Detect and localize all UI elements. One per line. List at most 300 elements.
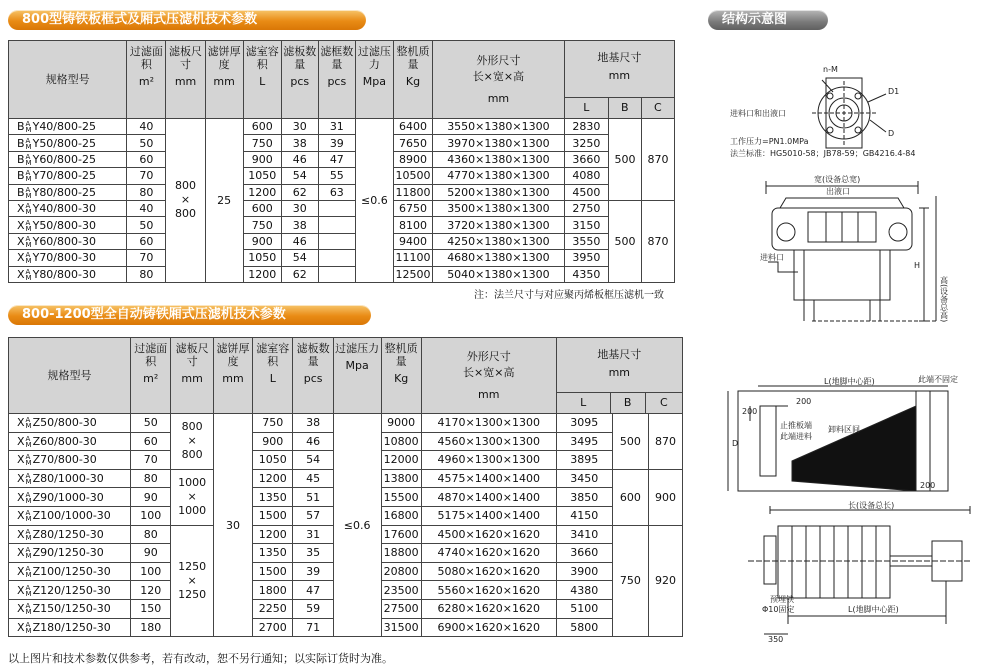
footer-disclaimer: 以上图片和技术参数仅供参考，若有改动，恕不另行通知；以实际订货时为准。 xyxy=(8,652,393,665)
plates-cell: 35 xyxy=(293,544,333,563)
weight-cell: 12500 xyxy=(393,266,432,282)
label-350: 350 xyxy=(768,635,784,644)
dims-cell: 6280×1620×1620 xyxy=(421,599,556,618)
dims-cell: 4740×1620×1620 xyxy=(421,544,556,563)
model-am-mark: A M xyxy=(25,620,32,635)
weight-cell: 17600 xyxy=(381,525,421,544)
dims-cell: 5200×1380×1300 xyxy=(433,184,565,200)
dims-cell: 4770×1380×1300 xyxy=(433,168,565,184)
model-am-mark: A M xyxy=(25,453,32,468)
cake-cell: 25 xyxy=(205,119,243,283)
model-cell xyxy=(9,581,131,600)
dims-cell: 4500×1620×1620 xyxy=(421,525,556,544)
plates-cell: 59 xyxy=(293,599,333,618)
area-cell: 100 xyxy=(131,562,171,581)
label-total-width: 宽(设备总宽) xyxy=(814,175,861,184)
weight-cell: 13800 xyxy=(381,469,421,488)
volume-cell: 750 xyxy=(243,217,281,233)
table-row xyxy=(9,414,683,433)
model-cell xyxy=(9,525,131,544)
dims-cell: 3500×1380×1300 xyxy=(433,200,565,216)
dims-cell: 3720×1380×1300 xyxy=(433,217,565,233)
dims-cell: 5560×1620×1620 xyxy=(421,581,556,600)
frames-cell: 39 xyxy=(318,135,355,151)
model-code: Z80/1250-30 xyxy=(32,527,104,541)
base-l-cell: 3095 xyxy=(556,414,612,433)
label-l-center-b: L(地脚中心距) xyxy=(848,605,899,614)
model-am-mark: A M xyxy=(25,472,32,487)
area-cell: 90 xyxy=(131,488,171,507)
plate-size-cell-part: × xyxy=(180,193,191,207)
model-am-mark: A M xyxy=(25,416,32,431)
plate-size-cell-part: 800 xyxy=(175,179,197,193)
volume-cell: 1200 xyxy=(253,469,293,488)
model-code: Z60/800-30 xyxy=(32,434,97,448)
model-code: Y40/800-30 xyxy=(32,202,96,216)
dims-cell: 4680×1380×1300 xyxy=(433,250,565,266)
label-inlet-outlet: 进料口和出液口 xyxy=(730,109,786,118)
area-cell: 60 xyxy=(127,151,166,167)
label-d-dim: D xyxy=(732,439,739,448)
press-top-view xyxy=(748,506,970,634)
model-cell xyxy=(9,562,131,581)
model-prefix: X xyxy=(17,416,25,430)
header-volume: 滤室容积 L xyxy=(243,41,281,119)
area-cell: 120 xyxy=(131,581,171,600)
dims-cell: 6900×1620×1620 xyxy=(421,618,556,637)
label-standard: 法兰标准：HG5010-58；JB78-59；GB4216.4-84 xyxy=(730,149,916,158)
model-code: Z90/1250-30 xyxy=(32,546,104,560)
base-l-cell: 2830 xyxy=(564,119,608,135)
base-l-cell: 3250 xyxy=(564,135,608,151)
spec-table-auto-body xyxy=(9,414,683,637)
model-prefix: B xyxy=(17,120,25,134)
frames-cell xyxy=(318,217,355,233)
volume-cell: 1200 xyxy=(253,525,293,544)
model-code: Z70/800-30 xyxy=(32,453,97,467)
weight-cell: 18800 xyxy=(381,544,421,563)
base-c-cell: 870 xyxy=(648,414,682,470)
weight-cell: 11100 xyxy=(393,250,432,266)
volume-cell: 750 xyxy=(253,414,293,433)
plate-size-cell-part: 800 xyxy=(175,207,197,221)
model-prefix: X xyxy=(17,509,25,523)
label-fixing: Φ10固定 xyxy=(762,605,795,614)
plate-size-cell-part: 1000 xyxy=(178,476,207,490)
area-cell: 70 xyxy=(127,168,166,184)
label-total-length: 长(设备总长) xyxy=(848,501,895,510)
plate-size-cell xyxy=(171,525,213,637)
model-code: Z150/1250-30 xyxy=(32,602,111,616)
volume-cell: 600 xyxy=(243,119,281,135)
plates-cell: 38 xyxy=(293,414,333,433)
frames-cell xyxy=(318,200,355,216)
model-code: Z80/1000-30 xyxy=(32,472,104,486)
area-cell: 70 xyxy=(127,250,166,266)
frames-cell xyxy=(318,250,355,266)
volume-cell: 1500 xyxy=(253,562,293,581)
weight-cell: 11800 xyxy=(393,184,432,200)
table-row xyxy=(9,119,675,135)
weight-cell: 15500 xyxy=(381,488,421,507)
header-model: 规格型号 xyxy=(9,338,131,414)
base-l-cell: 4350 xyxy=(564,266,608,282)
model-am-mark: A M xyxy=(25,527,32,542)
table-row xyxy=(9,250,675,266)
dim-d: D xyxy=(888,129,895,138)
header-volume: 滤室容积 L xyxy=(253,338,293,414)
model-am-mark: A M xyxy=(25,434,32,449)
plate-size-cell xyxy=(171,414,213,470)
plate-size-cell-part: × xyxy=(187,573,197,587)
base-l-cell: 3150 xyxy=(564,217,608,233)
base-c-cell: 870 xyxy=(641,200,674,282)
plates-cell: 62 xyxy=(281,184,318,200)
model-cell xyxy=(9,184,127,200)
plate-size-cell-part: 1250 xyxy=(178,559,207,573)
dims-cell: 4560×1300×1300 xyxy=(421,432,556,451)
weight-cell: 9000 xyxy=(381,414,421,433)
model-am-mark: A M xyxy=(25,136,32,151)
model-am-mark: A M xyxy=(25,583,32,598)
plates-cell: 46 xyxy=(281,233,318,249)
model-am-mark: A M xyxy=(25,565,32,580)
base-l-cell: 5800 xyxy=(556,618,612,637)
label-200-left: 200 xyxy=(742,407,758,416)
area-cell: 60 xyxy=(131,432,171,451)
base-l-cell: 2750 xyxy=(564,200,608,216)
dims-cell: 5040×1380×1300 xyxy=(433,266,565,282)
plate-size-cell-part: × xyxy=(187,434,197,448)
frames-cell xyxy=(318,266,355,282)
area-cell: 60 xyxy=(127,233,166,249)
model-code: Z180/1250-30 xyxy=(32,620,111,634)
header-cake: 滤饼厚度 mm xyxy=(205,41,243,119)
model-prefix: B xyxy=(17,185,25,199)
area-cell: 100 xyxy=(131,506,171,525)
model-am-mark: A M xyxy=(25,490,32,505)
frames-cell: 63 xyxy=(318,184,355,200)
model-cell xyxy=(9,200,127,216)
volume-cell: 2250 xyxy=(253,599,293,618)
table1-note: 注：法兰尺寸与对应聚丙烯板框压滤机一致 xyxy=(474,290,664,301)
model-cell xyxy=(9,414,131,433)
base-b-cell: 500 xyxy=(609,200,642,282)
base-c-cell: 900 xyxy=(648,469,682,525)
area-cell: 40 xyxy=(127,200,166,216)
base-l-cell: 4380 xyxy=(556,581,612,600)
label-h: H xyxy=(914,261,921,270)
model-code: Z100/1000-30 xyxy=(32,509,111,523)
pressure-cell: ≤0.6 xyxy=(355,119,393,283)
area-cell: 80 xyxy=(127,266,166,282)
volume-cell: 1350 xyxy=(253,488,293,507)
plate-size-cell-part: 1000 xyxy=(178,504,207,518)
header-weight: 整机质量 Kg xyxy=(393,41,432,119)
model-am-mark: A M xyxy=(25,120,32,135)
structure-diagram xyxy=(708,36,998,666)
dims-cell: 3970×1380×1300 xyxy=(433,135,565,151)
weight-cell: 12000 xyxy=(381,451,421,470)
base-l-cell: 3660 xyxy=(556,544,612,563)
plate-size-cell-part: 800 xyxy=(181,448,203,462)
area-cell: 50 xyxy=(127,135,166,151)
weight-cell: 8900 xyxy=(393,151,432,167)
table-row xyxy=(9,151,675,167)
model-am-mark: A M xyxy=(25,251,32,266)
dims-cell: 4360×1380×1300 xyxy=(433,151,565,167)
weight-cell: 20800 xyxy=(381,562,421,581)
base-l-cell: 3550 xyxy=(564,233,608,249)
volume-cell: 1200 xyxy=(243,184,281,200)
volume-cell: 2700 xyxy=(253,618,293,637)
volume-cell: 1200 xyxy=(243,266,281,282)
volume-cell: 1050 xyxy=(243,168,281,184)
base-l-cell: 3495 xyxy=(556,432,612,451)
model-cell xyxy=(9,488,131,507)
base-l-cell: 4080 xyxy=(564,168,608,184)
volume-cell: 900 xyxy=(243,151,281,167)
model-cell xyxy=(9,135,127,151)
plates-cell: 47 xyxy=(293,581,333,600)
dims-cell: 4960×1300×1300 xyxy=(421,451,556,470)
weight-cell: 6750 xyxy=(393,200,432,216)
model-code: Y80/800-30 xyxy=(32,267,96,281)
weight-cell: 8100 xyxy=(393,217,432,233)
model-prefix: X xyxy=(17,546,25,560)
weight-cell: 10800 xyxy=(381,432,421,451)
plates-cell: 31 xyxy=(293,525,333,544)
plates-cell: 54 xyxy=(281,168,318,184)
model-prefix: X xyxy=(17,620,25,634)
model-am-mark: A M xyxy=(25,169,32,184)
header-plates: 滤板数量 pcs xyxy=(281,41,318,119)
plate-size-cell-part: 800 xyxy=(181,420,203,434)
plates-cell: 39 xyxy=(293,562,333,581)
model-cell xyxy=(9,451,131,470)
model-code: Y50/800-25 xyxy=(32,136,96,150)
model-code: Y40/800-25 xyxy=(32,120,96,134)
label-pressure: 工作压力=PN1.0MPa xyxy=(730,137,809,146)
weight-cell: 6400 xyxy=(393,119,432,135)
model-prefix: X xyxy=(17,267,25,281)
plates-cell: 46 xyxy=(293,432,333,451)
volume-cell: 900 xyxy=(253,432,293,451)
cake-cell: 30 xyxy=(213,414,252,637)
model-cell xyxy=(9,432,131,451)
label-200-right: 200 xyxy=(920,481,936,490)
plate-size-cell xyxy=(166,119,205,283)
flange-drawing xyxy=(812,78,886,148)
frames-cell: 31 xyxy=(318,119,355,135)
header-dims: 外形尺寸 长×宽×高 mm xyxy=(433,41,565,119)
diagram-title: 结构示意图 xyxy=(708,10,828,30)
dims-cell: 4250×1380×1300 xyxy=(433,233,565,249)
model-prefix: X xyxy=(17,602,25,616)
base-l-cell: 5100 xyxy=(556,599,612,618)
area-cell: 50 xyxy=(127,217,166,233)
base-l-cell: 4150 xyxy=(556,506,612,525)
area-cell: 150 xyxy=(131,599,171,618)
table-row xyxy=(9,168,675,184)
plates-cell: 30 xyxy=(281,200,318,216)
label-inlet-end: 此端进料 xyxy=(780,432,812,441)
model-code: Z90/1000-30 xyxy=(32,490,104,504)
dims-cell: 5080×1620×1620 xyxy=(421,562,556,581)
frames-cell: 47 xyxy=(318,151,355,167)
header-model: 规格型号 xyxy=(9,41,127,119)
base-l-cell: 3950 xyxy=(564,250,608,266)
plates-cell: 62 xyxy=(281,266,318,282)
plate-size-cell xyxy=(171,469,213,525)
base-b-cell: 500 xyxy=(609,119,642,201)
weight-cell: 27500 xyxy=(381,599,421,618)
header-base: 地基尺寸 mm L B C xyxy=(564,41,674,119)
table-row xyxy=(9,135,675,151)
weight-cell: 31500 xyxy=(381,618,421,637)
table1-title: 800型铸铁板框式及厢式压滤机技术参数 xyxy=(8,10,366,30)
model-cell xyxy=(9,151,127,167)
model-am-mark: A M xyxy=(25,202,32,217)
header-pressure: 过滤压力 Mpa xyxy=(333,338,381,414)
model-prefix: X xyxy=(17,453,25,467)
header-cake: 滤饼厚度 mm xyxy=(213,338,252,414)
model-cell xyxy=(9,506,131,525)
weight-cell: 23500 xyxy=(381,581,421,600)
table-row xyxy=(9,217,675,233)
model-code: Y70/800-30 xyxy=(32,251,96,265)
base-b-cell: 500 xyxy=(612,414,648,470)
weight-cell: 7650 xyxy=(393,135,432,151)
plates-cell: 46 xyxy=(281,151,318,167)
weight-cell: 16800 xyxy=(381,506,421,525)
header-plate-size: 滤板尺寸 mm xyxy=(171,338,213,414)
plate-size-cell-part: 1250 xyxy=(178,587,207,601)
header-plates: 滤板数量 pcs xyxy=(293,338,333,414)
volume-cell: 1350 xyxy=(253,544,293,563)
plates-cell: 54 xyxy=(281,250,318,266)
header-area: 过滤面积 m² xyxy=(127,41,166,119)
model-cell xyxy=(9,618,131,637)
model-prefix: X xyxy=(17,583,25,597)
dims-cell: 4870×1400×1400 xyxy=(421,488,556,507)
model-code: Z120/1250-30 xyxy=(32,583,111,597)
label-200-top: 200 xyxy=(796,397,812,406)
model-cell xyxy=(9,266,127,282)
plates-cell: 51 xyxy=(293,488,333,507)
table-row xyxy=(9,233,675,249)
label-outlet: 出液口 xyxy=(826,187,850,196)
header-frames: 滤框数量 pcs xyxy=(318,41,355,119)
weight-cell: 10500 xyxy=(393,168,432,184)
model-code: Y60/800-30 xyxy=(32,234,96,248)
model-prefix: B xyxy=(17,136,25,150)
pressure-cell: ≤0.6 xyxy=(333,414,381,637)
model-code: Y70/800-25 xyxy=(32,169,96,183)
base-c-cell: 920 xyxy=(648,525,682,637)
dims-cell: 4170×1300×1300 xyxy=(421,414,556,433)
volume-cell: 750 xyxy=(243,135,281,151)
dims-cell: 5175×1400×1400 xyxy=(421,506,556,525)
foundation-plan-view xyxy=(728,386,948,491)
model-code: Y60/800-25 xyxy=(32,152,96,166)
model-cell xyxy=(9,544,131,563)
header-base: 地基尺寸 mm L B C xyxy=(556,338,682,414)
model-code: Y80/800-25 xyxy=(32,185,96,199)
base-l-cell: 3660 xyxy=(564,151,608,167)
plates-cell: 54 xyxy=(293,451,333,470)
table-row xyxy=(9,200,675,216)
plates-cell: 71 xyxy=(293,618,333,637)
model-code: Z100/1250-30 xyxy=(32,565,111,579)
model-prefix: X xyxy=(17,490,25,504)
model-cell xyxy=(9,599,131,618)
area-cell: 90 xyxy=(131,544,171,563)
model-cell xyxy=(9,217,127,233)
area-cell: 80 xyxy=(131,525,171,544)
area-cell: 40 xyxy=(127,119,166,135)
plates-cell: 38 xyxy=(281,135,318,151)
volume-cell: 1050 xyxy=(253,451,293,470)
model-prefix: B xyxy=(17,152,25,166)
table2-title: 800-1200型全自动铸铁厢式压滤机技术参数 xyxy=(8,305,371,325)
frames-cell: 55 xyxy=(318,168,355,184)
base-l-cell: 3900 xyxy=(556,562,612,581)
label-stop-plate: 止推板端 xyxy=(780,421,812,430)
dims-cell: 3550×1380×1300 xyxy=(433,119,565,135)
frames-cell xyxy=(318,233,355,249)
model-cell xyxy=(9,233,127,249)
area-cell: 80 xyxy=(131,469,171,488)
model-prefix: X xyxy=(17,472,25,486)
plates-cell: 57 xyxy=(293,506,333,525)
header-pressure: 过滤压力 Mpa xyxy=(355,41,393,119)
spec-table-800 xyxy=(8,40,675,283)
model-am-mark: A M xyxy=(25,234,32,249)
area-cell: 80 xyxy=(127,184,166,200)
plates-cell: 38 xyxy=(281,217,318,233)
model-cell xyxy=(9,250,127,266)
area-cell: 50 xyxy=(131,414,171,433)
label-not-fixed: 此端不固定 xyxy=(918,375,958,384)
model-cell xyxy=(9,119,127,135)
press-side-view xyxy=(766,181,938,321)
header-plate-size: 滤板尺寸 mm xyxy=(166,41,205,119)
spec-table-800-body xyxy=(9,119,675,283)
header-area: 过滤面积 m² xyxy=(131,338,171,414)
area-cell: 70 xyxy=(131,451,171,470)
model-prefix: X xyxy=(17,234,25,248)
label-l-center: L(地脚中心距) xyxy=(824,377,875,386)
volume-cell: 1050 xyxy=(243,250,281,266)
base-l-cell: 4500 xyxy=(564,184,608,200)
volume-cell: 900 xyxy=(243,233,281,249)
base-b-cell: 600 xyxy=(612,469,648,525)
model-cell xyxy=(9,469,131,488)
volume-cell: 600 xyxy=(243,200,281,216)
base-b-cell: 750 xyxy=(612,525,648,637)
volume-cell: 1800 xyxy=(253,581,293,600)
model-am-mark: A M xyxy=(25,546,32,561)
base-l-cell: 3450 xyxy=(556,469,612,488)
label-total-height: 高(设备总高) xyxy=(939,276,949,323)
weight-cell: 9400 xyxy=(393,233,432,249)
table-row xyxy=(9,184,675,200)
model-prefix: X xyxy=(17,251,25,265)
spec-table-auto xyxy=(8,337,683,637)
base-l-cell: 3895 xyxy=(556,451,612,470)
table-row xyxy=(9,266,675,282)
